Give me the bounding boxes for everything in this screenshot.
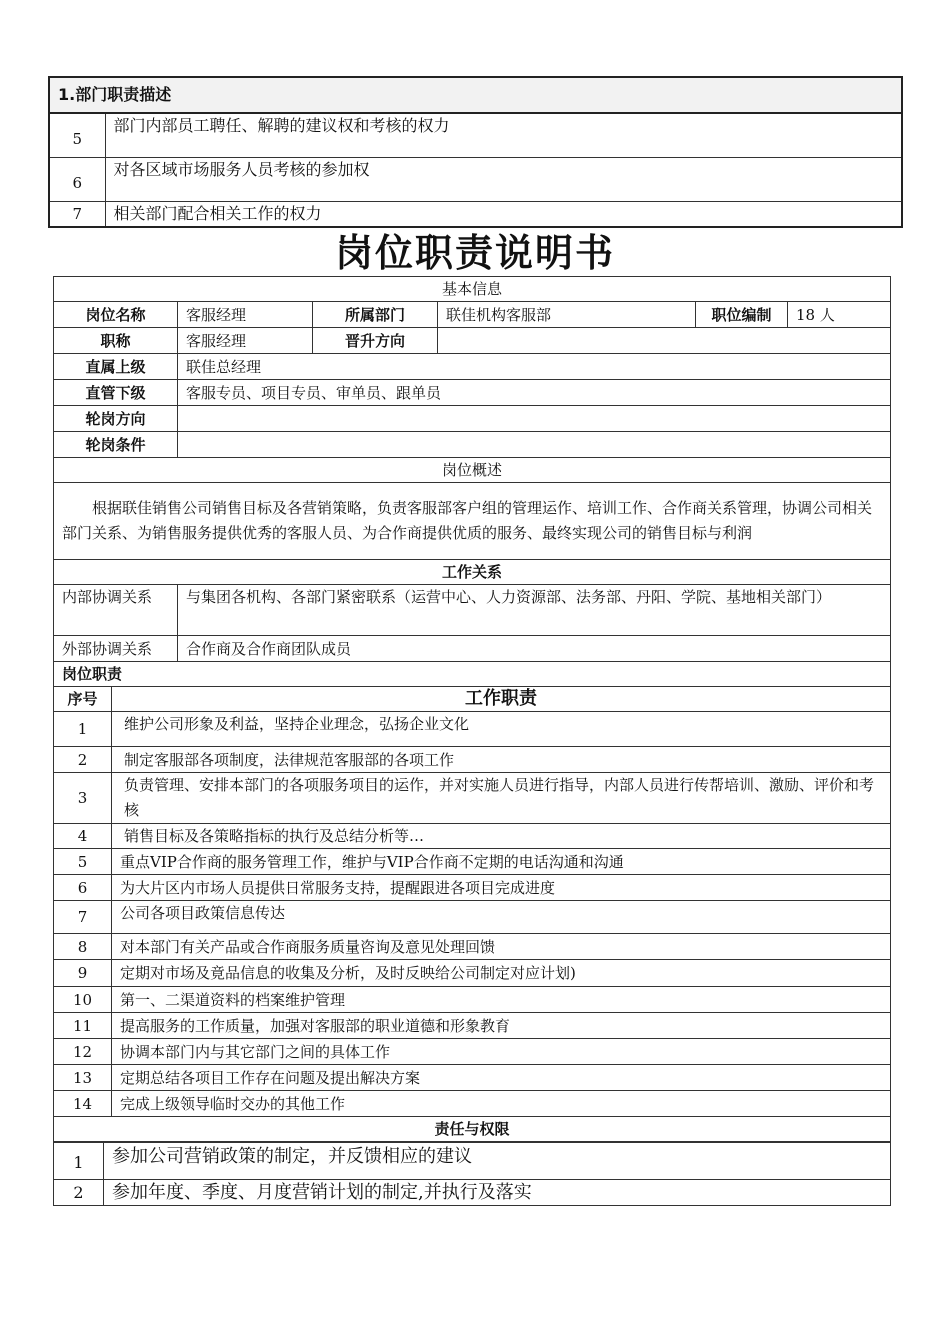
rotation-condition-label: 轮岗条件: [54, 432, 178, 458]
responsibility-number: 1: [54, 1143, 104, 1180]
subordinates-value: 客服专员、项目专员、审单员、跟单员: [178, 380, 891, 406]
table-row: [54, 934, 891, 960]
dept-value: 联佳机构客服部: [438, 302, 696, 328]
duty-number: 2: [54, 747, 112, 773]
table-row: [54, 960, 891, 987]
post-name-label: 岗位名称: [54, 302, 178, 328]
duty-text: 协调本部门内与其它部门之间的具体工作: [112, 1039, 891, 1065]
duty-number: 3: [54, 773, 112, 824]
row-text: 部门内部员工聘任、解聘的建议权和考核的权力: [105, 113, 902, 157]
duty-text: 维护公司形象及利益，坚持企业理念，弘扬企业文化: [112, 712, 891, 747]
table-row: [54, 747, 891, 773]
rotation-direction-label: 轮岗方向: [54, 406, 178, 432]
responsibility-text: 参加年度、季度、月度营销计划的制定,并执行及落实: [104, 1180, 891, 1206]
superior-label: 直属上级: [54, 354, 178, 380]
job-description-table: [53, 276, 891, 687]
duty-number: 11: [54, 1013, 112, 1039]
row-text: 相关部门配合相关工作的权力: [105, 201, 902, 227]
table-row: [54, 824, 891, 849]
table-row: [49, 201, 902, 227]
duty-text: 公司各项目政策信息传达: [112, 901, 891, 934]
duty-number: 9: [54, 960, 112, 987]
table-row: [49, 157, 902, 201]
superior-value: 联佳总经理: [178, 354, 891, 380]
dept-label: 所属部门: [313, 302, 438, 328]
row-number: 5: [49, 113, 105, 157]
overview-header: 岗位概述: [54, 458, 891, 483]
duty-text: 定期总结各项目工作存在问题及提出解决方案: [112, 1065, 891, 1091]
table-row: [54, 875, 891, 901]
internal-relations-value: 与集团各机构、各部门紧密联系（运营中心、人力资源部、法务部、丹阳、学院、基地相关部门）: [178, 585, 891, 636]
responsibility-header: 责任与权限: [54, 1117, 891, 1142]
duty-number: 13: [54, 1065, 112, 1091]
duty-number: 5: [54, 849, 112, 875]
duty-text: 提高服务的工作质量，加强对客服部的职业道德和形象教育: [112, 1013, 891, 1039]
duty-number: 1: [54, 712, 112, 747]
duty-number: 7: [54, 901, 112, 934]
table-row: [54, 987, 891, 1013]
duties-no-header: 序号: [54, 687, 112, 712]
rotation-condition-value: [178, 432, 891, 458]
headcount-label: 职位编制: [696, 302, 788, 328]
duty-number: 8: [54, 934, 112, 960]
duty-text: 为大片区内市场人员提供日常服务支持，提醒跟进各项目完成进度: [112, 875, 891, 901]
duty-text: 完成上级领导临时交办的其他工作: [112, 1091, 891, 1117]
duty-text: 销售目标及各策略指标的执行及总结分析等…: [112, 824, 891, 849]
external-relations-value: 合作商及合作商团队成员: [178, 636, 891, 662]
table-row: [54, 1039, 891, 1065]
duty-text: 对本部门有关产品或合作商服务质量咨询及意见处理回馈: [112, 934, 891, 960]
internal-relations-label: 内部协调关系: [54, 585, 178, 636]
rotation-direction-value: [178, 406, 891, 432]
duty-number: 10: [54, 987, 112, 1013]
subordinates-label: 直管下级: [54, 380, 178, 406]
department-duties-heading: 1.部门职责描述: [49, 77, 902, 113]
duty-text: 重点VIP合作商的服务管理工作，维护与VIP合作商不定期的电话沟通和沟通: [112, 849, 891, 875]
relations-header: 工作关系: [54, 560, 891, 585]
duty-number: 14: [54, 1091, 112, 1117]
duty-number: 4: [54, 824, 112, 849]
row-text: 对各区域市场服务人员考核的参加权: [105, 157, 902, 201]
table-row: [54, 1065, 891, 1091]
duties-section-label: 岗位职责: [54, 662, 891, 687]
headcount-value: 18 人: [788, 302, 891, 328]
duty-text: 定期对市场及竟品信息的收集及分析，及时反映给公司制定对应计划): [112, 960, 891, 987]
external-relations-label: 外部协调关系: [54, 636, 178, 662]
table-row: [54, 901, 891, 934]
table-row: [54, 1013, 891, 1039]
table-row: [54, 712, 891, 747]
overview-text: 根据联佳销售公司销售目标及各营销策略，负责客服部客户组的管理运作、培训工作、合作商关系管理，协调公司相关部门关系、为销售服务提供优秀的客服人员、为合作商提供优质的服务、最终实现公司的销售目标与利润: [54, 483, 891, 560]
document-title: 岗位职责说明书: [334, 231, 615, 275]
table-row: [54, 1091, 891, 1117]
responsibility-table: [53, 1142, 891, 1206]
duty-text: 第一、二渠道资料的档案维护管理: [112, 987, 891, 1013]
table-row: [54, 1143, 891, 1180]
promotion-value: [438, 328, 891, 354]
table-row: [54, 849, 891, 875]
duty-number: 6: [54, 875, 112, 901]
duties-text-header: 工作职责: [112, 687, 891, 712]
table-row: [49, 113, 902, 157]
duty-text: 负责管理、安排本部门的各项服务项目的运作，并对实施人员进行指导，内部人员进行传帮培训、激励、评价和考核: [112, 773, 891, 824]
duty-number: 12: [54, 1039, 112, 1065]
row-number: 7: [49, 201, 105, 227]
department-duties-table: [48, 76, 903, 228]
duty-text: 制定客服部各项制度，法律规范客服部的各项工作: [112, 747, 891, 773]
promotion-label: 晋升方向: [313, 328, 438, 354]
title-value: 客服经理: [178, 328, 313, 354]
post-name-value: 客服经理: [178, 302, 313, 328]
basic-info-header: 基本信息: [54, 277, 891, 302]
title-label: 职称: [54, 328, 178, 354]
table-row: [54, 1180, 891, 1206]
duties-table: [53, 686, 891, 1142]
responsibility-text: 参加公司营销政策的制定，并反馈相应的建议: [104, 1143, 891, 1180]
responsibility-number: 2: [54, 1180, 104, 1206]
row-number: 6: [49, 157, 105, 201]
table-row: [54, 773, 891, 824]
